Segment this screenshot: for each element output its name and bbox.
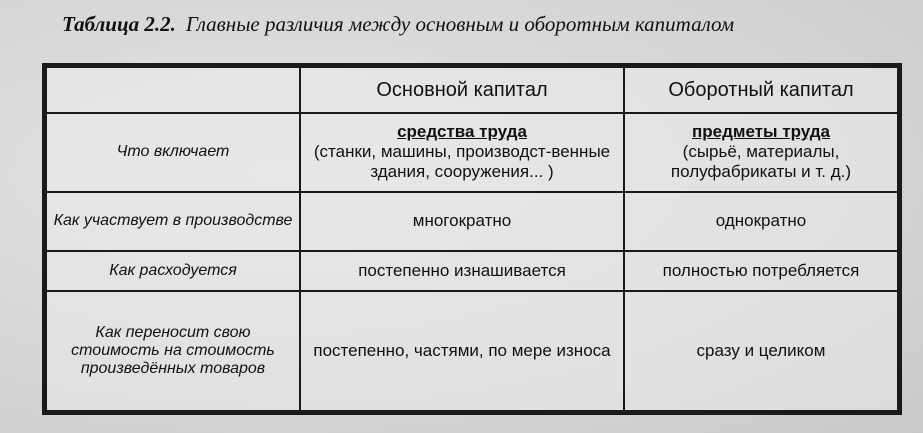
table-row xyxy=(46,251,898,292)
row-label-value-transfer: Как переносит свою стоимость на стоимость произведённых товаров xyxy=(46,291,300,411)
row-label-includes: Что включает xyxy=(46,113,300,192)
table-row xyxy=(46,113,898,192)
cell-fixed-value-transfer: постепенно, частями, по мере износа xyxy=(300,291,624,411)
table-row xyxy=(46,291,898,411)
cell-fixed-includes xyxy=(300,113,624,192)
header-empty-cell xyxy=(46,67,300,113)
caption-label: Таблица 2.2. xyxy=(62,12,176,36)
row-label-consumption: Как расходуется xyxy=(46,251,300,292)
fixed-includes-text: (станки, машины, производст-венные здания, сооружения... ) xyxy=(313,142,611,182)
row-label-participation: Как участвует в производстве xyxy=(46,192,300,251)
cell-fixed-consumption: постепенно изнашивается xyxy=(300,251,624,292)
cell-fixed-participation: многократно xyxy=(300,192,624,251)
cell-working-consumption: полностью потребляется xyxy=(624,251,898,292)
working-includes-heading: предметы труда xyxy=(691,122,831,142)
table-row xyxy=(46,192,898,251)
comparison-table xyxy=(42,63,902,415)
cell-working-participation: однократно xyxy=(624,192,898,251)
cell-working-value-transfer: сразу и целиком xyxy=(624,291,898,411)
fixed-includes-heading: средства труда xyxy=(397,122,527,142)
table-header-row xyxy=(46,67,898,113)
header-working-capital: Оборотный капитал xyxy=(624,67,898,113)
working-includes-text: (сырьё, материалы, полуфабрикаты и т. д.) xyxy=(670,142,852,182)
cell-working-includes xyxy=(624,113,898,192)
header-fixed-capital: Основной капитал xyxy=(300,67,624,113)
table-caption xyxy=(62,12,902,37)
caption-title: Главные различия между основным и оборотным капиталом xyxy=(185,12,735,36)
